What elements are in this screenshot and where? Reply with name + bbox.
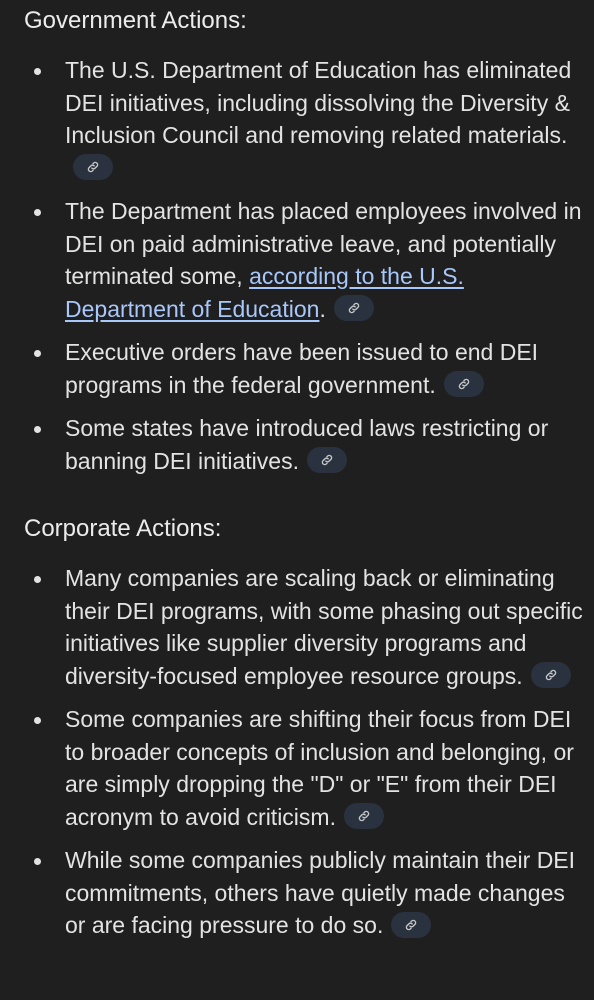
list-item: [0, 195, 594, 325]
corporate-actions-list: [0, 562, 594, 942]
section-heading-government: Government Actions:: [24, 7, 247, 34]
government-actions-list: [0, 54, 594, 477]
list-item: [0, 336, 594, 401]
bullet-icon: [34, 858, 41, 865]
list-item: [0, 562, 594, 692]
link-icon: [320, 453, 334, 467]
citation-link-button[interactable]: [344, 803, 384, 829]
section-heading-corporate: Corporate Actions:: [24, 515, 222, 542]
list-item: [0, 703, 594, 833]
source-link[interactable]: according to the U.S. Department of Education: [65, 263, 464, 322]
bullet-icon: [34, 68, 41, 75]
list-item: [0, 412, 594, 477]
citation-link-button[interactable]: [444, 371, 484, 397]
bullet-icon: [34, 426, 41, 433]
bullet-icon: [34, 717, 41, 724]
list-item: [0, 844, 594, 942]
citation-link-button[interactable]: [334, 295, 374, 321]
citation-link-button[interactable]: [531, 662, 571, 688]
link-icon: [544, 668, 558, 682]
list-item: [0, 54, 594, 184]
bullet-icon: [34, 350, 41, 357]
list-item-text: While some companies publicly maintain their DEI commitments, others have quietly made changes or are facing pressure to do so.: [65, 847, 576, 938]
citation-link-button[interactable]: [391, 912, 431, 938]
list-item-text: The U.S. Department of Education has eliminated DEI initiatives, including dissolving the Diversity & Inclusion Council and removing related materials.: [65, 57, 572, 148]
link-icon: [404, 918, 418, 932]
list-item-text-end: .: [319, 295, 326, 322]
list-item-text: Many companies are scaling back or eliminating their DEI programs, with some phasing out specific initiatives like supplier diversity programs and diversity-focused employee resource groups.: [65, 565, 583, 689]
link-icon: [457, 377, 471, 391]
link-icon: [357, 809, 371, 823]
bullet-icon: [34, 209, 41, 216]
link-icon: [86, 160, 100, 174]
citation-link-button[interactable]: [307, 447, 347, 473]
list-item-text: Executive orders have been issued to end DEI programs in the federal government.: [65, 339, 539, 398]
bullet-icon: [34, 576, 41, 583]
citation-link-button[interactable]: [73, 154, 113, 180]
link-icon: [347, 301, 361, 315]
list-item-text: The Department has placed employees involved in DEI on paid administrative leave, and potentially terminated some,: [65, 198, 582, 289]
list-item-text: Some states have introduced laws restricting or banning DEI initiatives.: [65, 415, 549, 474]
list-item-text: Some companies are shifting their focus from DEI to broader concepts of inclusion and belonging, or are simply dropping the "D" or "E" from their DEI acronym to avoid criticism.: [65, 706, 574, 830]
